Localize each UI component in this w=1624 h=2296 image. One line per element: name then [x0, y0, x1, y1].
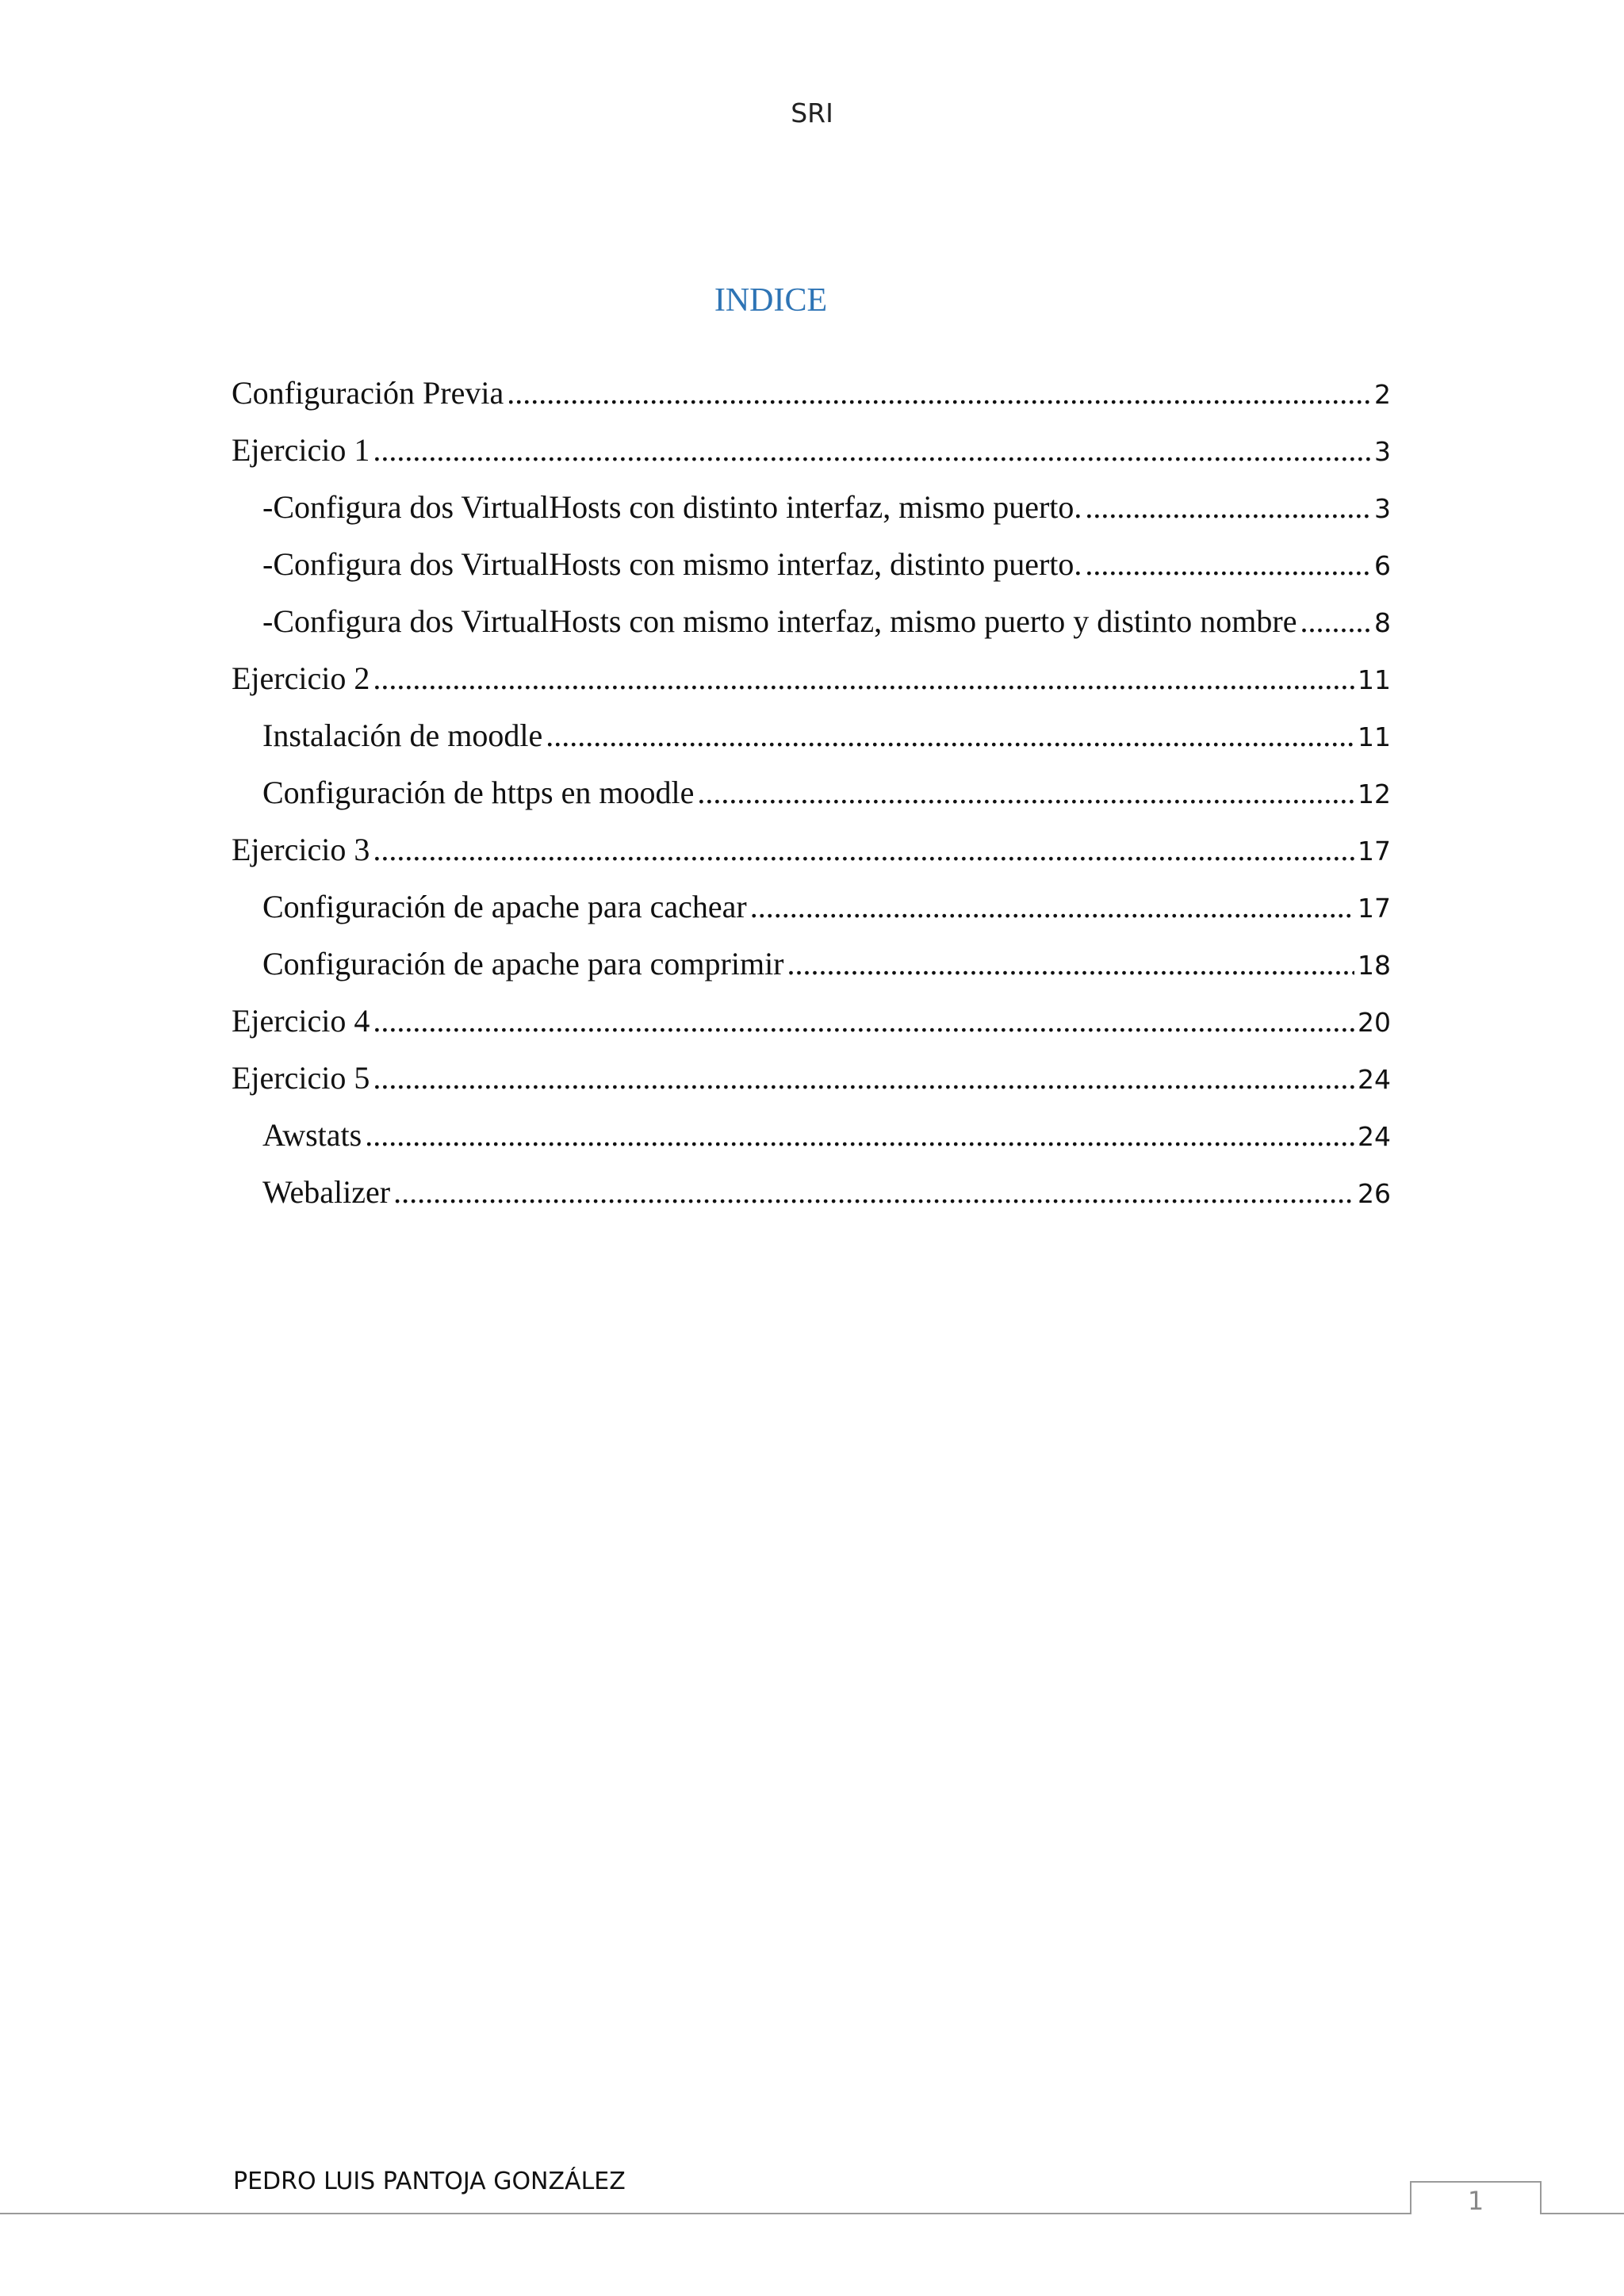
toc-entry-label: Ejercicio 4	[232, 1003, 370, 1039]
toc-entry[interactable]	[232, 1116, 1391, 1173]
toc-entry-label: Instalación de moodle	[262, 718, 543, 753]
toc-entry-label: Configuración de https en moodle	[262, 775, 695, 810]
toc-entry-page: 3	[1374, 436, 1391, 467]
toc-entry-page: 8	[1374, 607, 1391, 638]
toc-leader-dots	[507, 374, 1371, 411]
toc-entry[interactable]	[232, 1002, 1391, 1059]
toc-entry-page: 2	[1374, 379, 1391, 410]
toc-entry-label: Awstats	[262, 1117, 362, 1153]
toc-entry-label: Configuración de apache para cachear	[262, 889, 747, 924]
toc-entry-page: 26	[1358, 1178, 1391, 1209]
toc-entry-page: 24	[1358, 1121, 1391, 1152]
toc-leader-dots	[373, 660, 1354, 697]
toc-leader-dots	[697, 774, 1354, 811]
toc-entry-page: 11	[1358, 721, 1391, 752]
toc-entry[interactable]	[232, 945, 1391, 1002]
footer-rule	[0, 2213, 1624, 2214]
toc-entry[interactable]	[232, 488, 1391, 545]
toc-entry[interactable]	[232, 1173, 1391, 1230]
toc-entry[interactable]	[232, 374, 1391, 431]
toc-entry-label: Ejercicio 5	[232, 1060, 370, 1096]
toc-leader-dots	[787, 945, 1355, 982]
toc-leader-dots	[1085, 545, 1371, 583]
toc-leader-dots	[373, 1002, 1354, 1039]
toc-entry-page: 6	[1374, 550, 1391, 581]
toc-entry-label: -Configura dos VirtualHosts con mismo interfaz, distinto puerto.	[262, 546, 1082, 582]
toc-entry-page: 20	[1358, 1007, 1391, 1038]
toc-entry[interactable]	[232, 1059, 1391, 1116]
toc-entry-page: 18	[1358, 950, 1391, 981]
toc-leader-dots	[373, 831, 1354, 868]
running-header: SRI	[791, 98, 833, 128]
toc-entry[interactable]	[232, 545, 1391, 603]
toc-entry[interactable]	[232, 603, 1391, 660]
toc-leader-dots	[373, 1059, 1354, 1096]
toc-entry-label: Ejercicio 1	[232, 432, 370, 468]
toc-entry-label: -Configura dos VirtualHosts con mismo interfaz, mismo puerto y distinto nombre	[262, 603, 1297, 639]
table-of-contents	[232, 374, 1391, 1230]
toc-entry-page: 3	[1374, 493, 1391, 524]
toc-entry[interactable]	[232, 431, 1391, 488]
toc-entry[interactable]	[232, 717, 1391, 774]
toc-leader-dots	[373, 431, 1371, 469]
toc-entry[interactable]	[232, 831, 1391, 888]
toc-entry-page: 17	[1358, 893, 1391, 924]
toc-entry-page: 24	[1358, 1064, 1391, 1095]
page-number: 1	[1467, 2186, 1484, 2216]
footer-author: PEDRO LUIS PANTOJA GONZÁLEZ	[233, 2168, 626, 2195]
toc-entry-label: Webalizer	[262, 1174, 391, 1210]
toc-entry-label: Ejercicio 2	[232, 660, 370, 696]
toc-leader-dots	[365, 1116, 1354, 1154]
toc-leader-dots	[393, 1173, 1354, 1211]
toc-entry[interactable]	[232, 888, 1391, 945]
toc-leader-dots	[1085, 488, 1371, 526]
toc-leader-dots	[750, 888, 1354, 925]
toc-entry-label: Configuración de apache para comprimir	[262, 946, 784, 982]
toc-leader-dots	[546, 717, 1354, 754]
toc-entry[interactable]	[232, 774, 1391, 831]
toc-entry-page: 11	[1358, 664, 1391, 695]
toc-heading: INDICE	[714, 282, 828, 319]
toc-entry-label: -Configura dos VirtualHosts con distinto interfaz, mismo puerto.	[262, 489, 1082, 525]
toc-entry[interactable]	[232, 660, 1391, 717]
toc-entry-page: 17	[1358, 836, 1391, 867]
toc-entry-label: Configuración Previa	[232, 375, 504, 411]
toc-entry-label: Ejercicio 3	[232, 832, 370, 867]
toc-leader-dots	[1300, 603, 1371, 640]
toc-entry-page: 12	[1358, 779, 1391, 809]
